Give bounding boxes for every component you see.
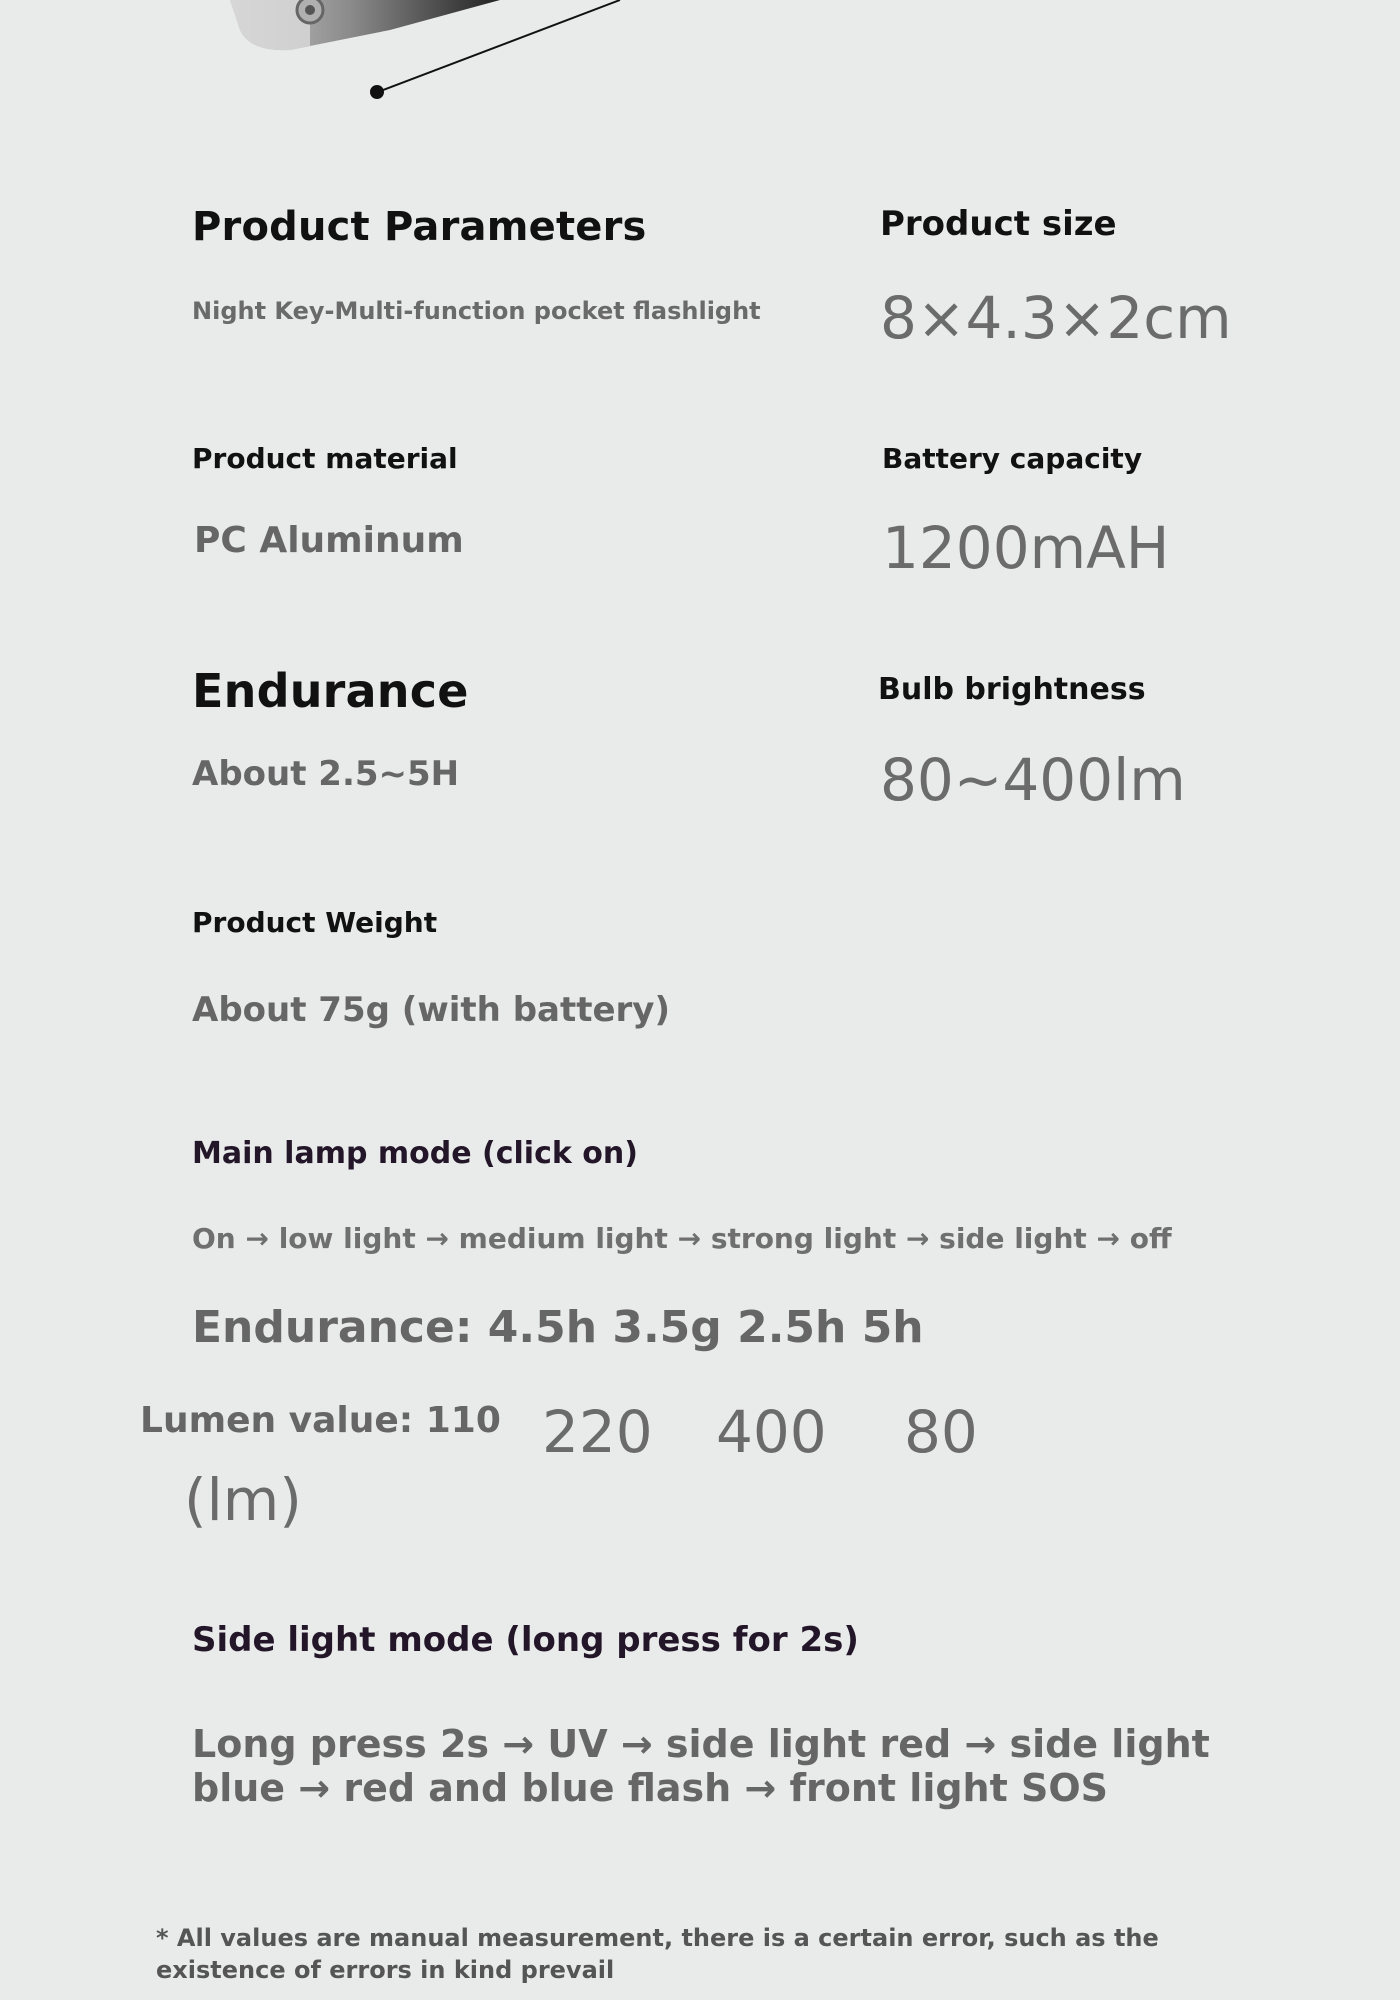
product-material-label: Product material: [192, 442, 458, 475]
bulb-brightness-value: 80~400lm: [880, 746, 1186, 814]
bulb-brightness-label: Bulb brightness: [878, 672, 1146, 707]
callout-dot: [370, 85, 384, 99]
product-name: Night Key-Multi-function pocket flashlight: [192, 297, 761, 325]
product-weight-value: About 75g (with battery): [192, 990, 671, 1030]
battery-capacity-value: 1200mAH: [882, 514, 1170, 582]
product-weight-label: Product Weight: [192, 906, 438, 939]
endurance-value: About 2.5~5H: [192, 754, 460, 794]
lumen-value-220: 220: [542, 1398, 653, 1466]
lumen-value-80: 80: [904, 1398, 978, 1466]
main-lamp-mode-title: Main lamp mode (click on): [192, 1136, 638, 1171]
flashlight-product-image: [200, 0, 680, 110]
endurance-label: Endurance: [192, 664, 469, 718]
product-size-label: Product size: [880, 204, 1117, 244]
product-parameters-title: Product Parameters: [192, 204, 647, 250]
lumen-value-400: 400: [716, 1398, 827, 1466]
side-light-sequence-line-1: Long press 2s → UV → side light red → side light: [192, 1722, 1210, 1766]
side-light-sequence-line-2: blue → red and blue flash → front light SOS: [192, 1766, 1109, 1810]
main-lamp-mode-sequence: On → low light → medium light → strong light → side light → off: [192, 1222, 1172, 1255]
battery-capacity-label: Battery capacity: [882, 442, 1143, 475]
product-size-value: 8×4.3×2cm: [880, 284, 1232, 352]
lumen-unit: (lm): [184, 1466, 302, 1534]
side-light-mode-title: Side light mode (long press for 2s): [192, 1620, 859, 1660]
main-lamp-endurance: Endurance: 4.5h 3.5g 2.5h 5h: [192, 1302, 924, 1353]
product-material-value: PC Aluminum: [194, 520, 464, 561]
lumen-value-label: Lumen value: 110: [140, 1400, 501, 1441]
measurement-note: * All values are manual measurement, there is a certain error, such as the existence of errors in kind prevail: [156, 1924, 1159, 1984]
